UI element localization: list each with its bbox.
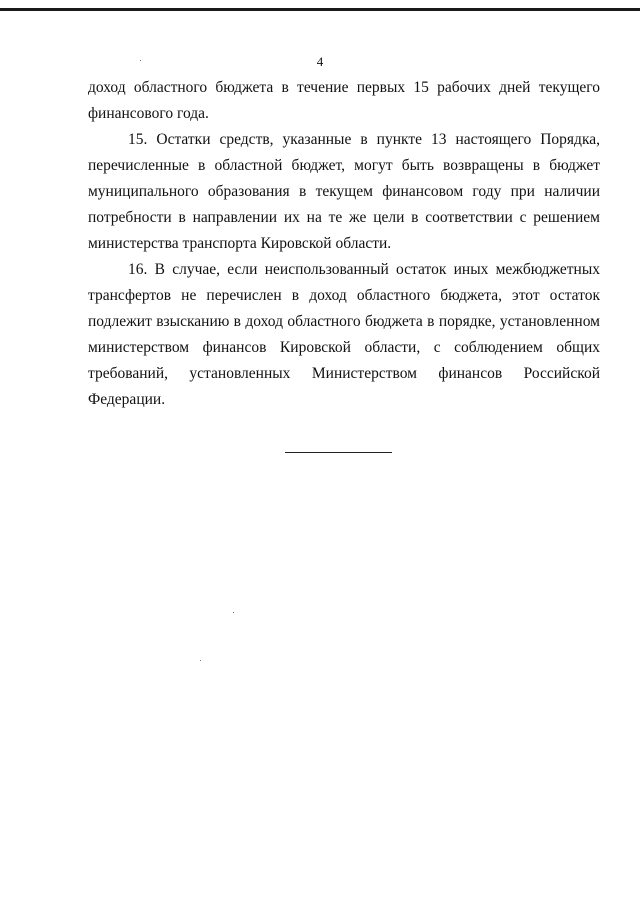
paragraph-item-15: 15. Остатки средств, указанные в пункте 13 настоящего Порядка, перечисленные в областной бюджет, могут быть возвращены в бюджет муниципального образования в текущем финансовом году при наличии потребности в направлении их на те же цели в соответствии с решением министерства транспорта Кировской области. bbox=[88, 131, 600, 252]
paragraph-item-16: 16. В случае, если неиспользованный остаток иных межбюджетных трансфертов не перечислен в доход областного бюджета, этот остаток подлежит взысканию в доход областного бюджета в порядке, установленном министерством финансов Кировской области, с соблюдением общих требований, установленных Министерством финансов Российской Федерации. bbox=[88, 261, 600, 408]
end-of-text-line bbox=[285, 452, 392, 453]
scan-speck bbox=[200, 660, 201, 661]
document-body bbox=[88, 75, 600, 413]
top-border-line bbox=[0, 8, 640, 11]
page-number: 4 bbox=[316, 54, 324, 69]
paragraph-continuation: доход областного бюджета в течение первых 15 рабочих дней текущего финансового года. bbox=[88, 79, 600, 122]
scan-speck bbox=[233, 612, 234, 613]
scan-speck bbox=[140, 60, 141, 61]
